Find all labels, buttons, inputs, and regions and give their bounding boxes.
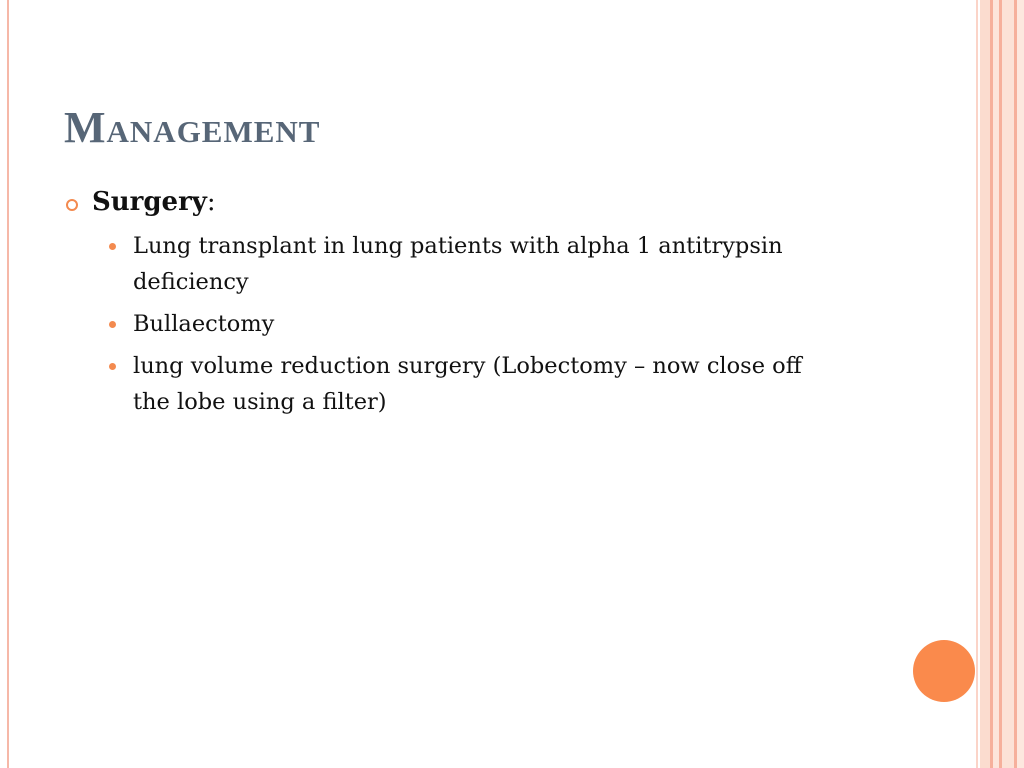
bullet-label: Surgery: [92, 187, 207, 217]
left-border-line: [7, 0, 9, 768]
stripe: [1002, 0, 1014, 768]
slide-title: Management: [64, 103, 321, 152]
sub-bullet-lung-volume-reduction: [66, 348, 826, 420]
sub-bullet-text: Lung transplant in lung patients with alpha 1 antitrypsin deficiency: [133, 232, 783, 295]
dot-bullet-icon: [109, 363, 116, 370]
stripe: [980, 0, 990, 768]
dot-bullet-icon: [109, 321, 116, 328]
bullet-suffix: :: [206, 187, 216, 217]
stripe: [1017, 0, 1024, 768]
sub-bullet-bullaectomy: [66, 306, 826, 342]
sub-bullet-lung-transplant: [66, 228, 826, 300]
slide-content: [66, 186, 826, 426]
sub-bullet-text: Bullaectomy: [133, 310, 275, 337]
bullet-surgery: [66, 186, 826, 220]
dot-bullet-icon: [109, 243, 116, 250]
ring-bullet-icon: [66, 199, 78, 211]
right-stripe-border: [976, 0, 1024, 768]
orange-circle-decoration: [913, 640, 975, 702]
sub-bullet-text: lung volume reduction surgery (Lobectomy – now close off the lobe using a filter): [133, 352, 802, 415]
